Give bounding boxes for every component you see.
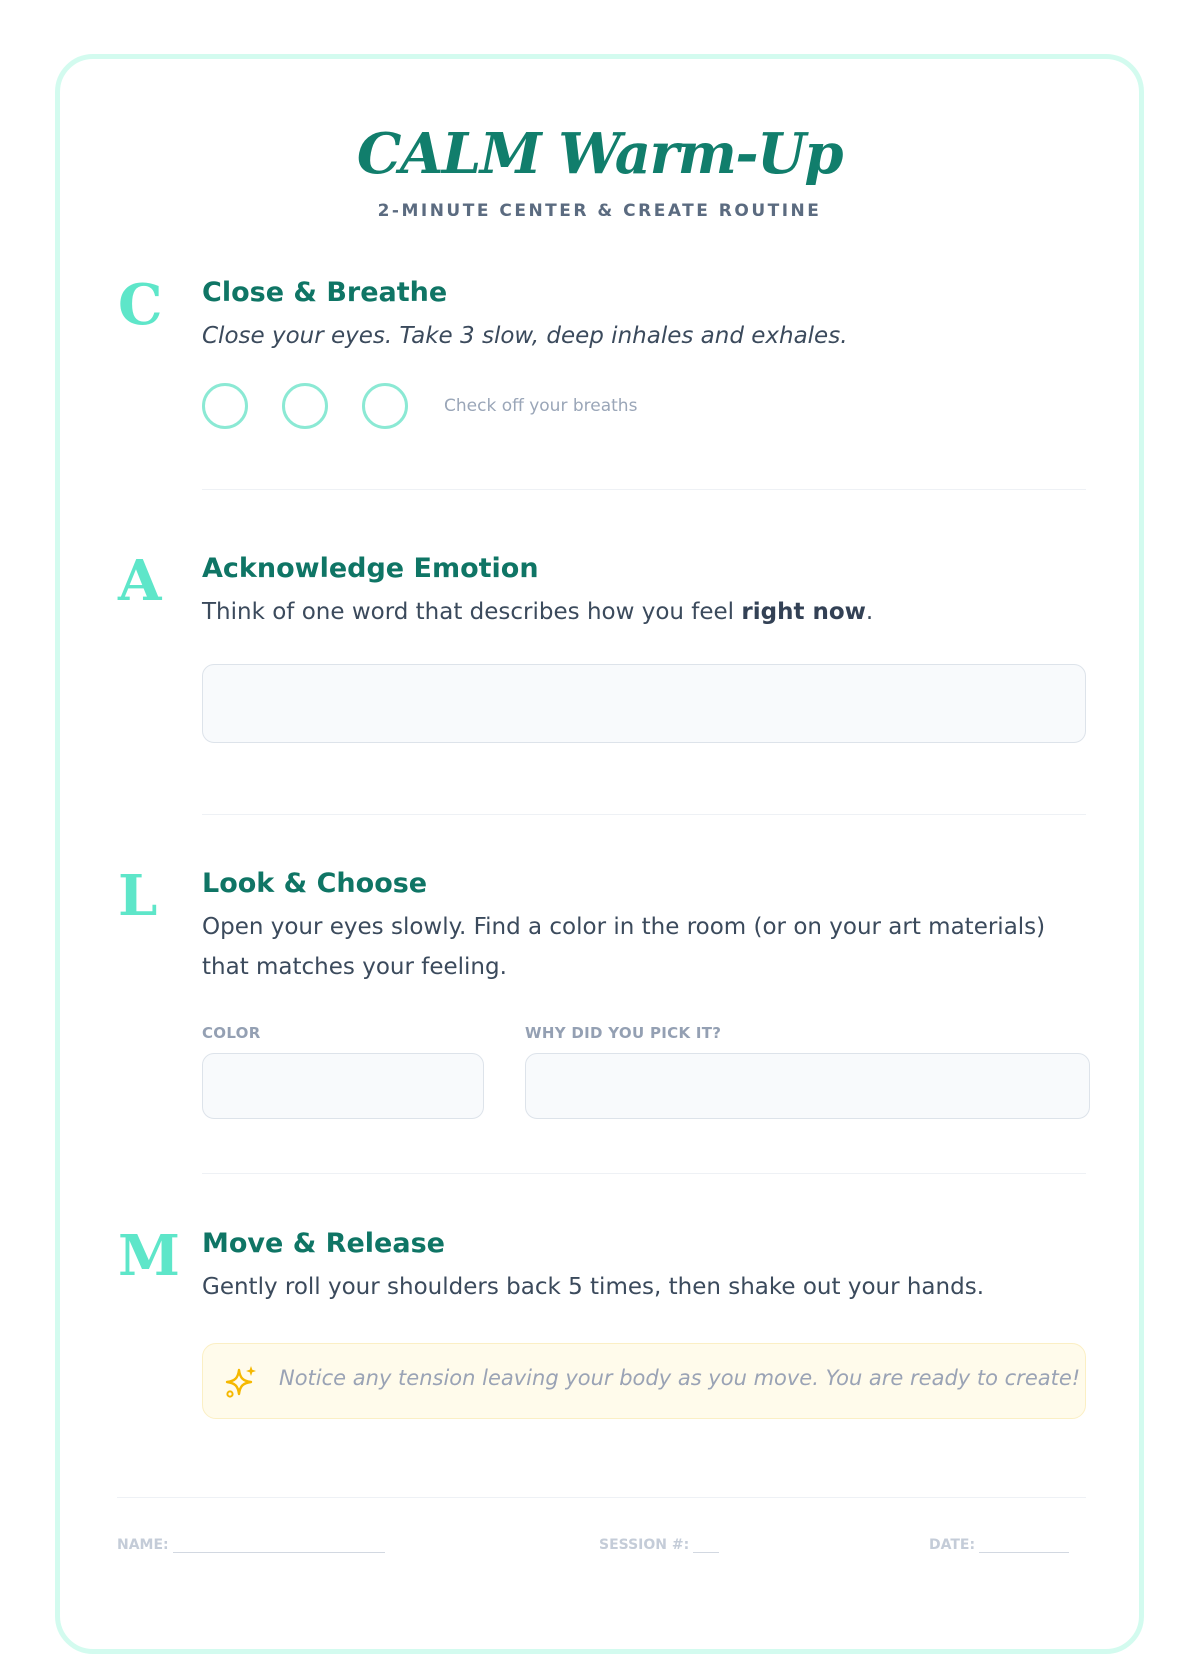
color-field-label: COLOR [202, 1024, 261, 1042]
breath-checkbox-1[interactable] [202, 383, 248, 429]
why-input[interactable] [525, 1053, 1090, 1119]
page-title: CALM Warm-Up [356, 121, 843, 187]
divider [202, 1173, 1086, 1174]
step-title-close-breathe: Close & Breathe [202, 277, 448, 308]
step-description-look-choose: Open your eyes slowly. Find a color in the room (or on your art materials) that matches your feeling. [202, 914, 1046, 980]
step-letter-m: M [118, 1223, 180, 1289]
breath-checkbox-3[interactable] [362, 383, 408, 429]
name-line[interactable] [173, 1538, 385, 1553]
step-description-move-release: Gently roll your shoulders back 5 times, then shake out your hands. [202, 1274, 984, 1300]
step-title-move-release: Move & Release [202, 1228, 445, 1259]
why-field-label: WHY DID YOU PICK IT? [525, 1024, 722, 1042]
step-title-look-choose: Look & Choose [202, 868, 428, 899]
step-description-close-breathe: Close your eyes. Take 3 slow, deep inhales and exhales. [202, 323, 848, 349]
session-field-label: SESSION #: [599, 1537, 690, 1553]
step-letter-l: L [118, 863, 158, 929]
session-line[interactable] [693, 1538, 719, 1553]
divider [202, 489, 1086, 490]
name-field-label: NAME: [117, 1537, 169, 1553]
encouragement-note [202, 1343, 1086, 1419]
page-subtitle: 2-MINUTE CENTER & CREATE ROUTINE [377, 201, 822, 221]
step-description-acknowledge-emotion: Think of one word that describes how you feel right now. [202, 599, 874, 625]
date-line[interactable] [979, 1538, 1069, 1553]
divider [202, 814, 1086, 815]
breath-checkbox-hint: Check off your breaths [444, 396, 638, 416]
step-letter-a: A [118, 548, 162, 614]
color-input[interactable] [202, 1053, 484, 1119]
step-title-acknowledge-emotion: Acknowledge Emotion [202, 553, 539, 584]
breath-checkbox-2[interactable] [282, 383, 328, 429]
footer-divider [117, 1497, 1086, 1498]
name-field [117, 1537, 385, 1553]
sparkle-icon [223, 1364, 259, 1400]
session-field [599, 1537, 719, 1553]
worksheet-card [55, 54, 1144, 1654]
date-field-label: DATE: [929, 1537, 976, 1553]
encouragement-note-text: Notice any tension leaving your body as you move. You are ready to create! [279, 1366, 1081, 1390]
date-field [929, 1537, 1069, 1553]
step-letter-c: C [118, 272, 163, 338]
emotion-word-input[interactable] [202, 664, 1086, 743]
